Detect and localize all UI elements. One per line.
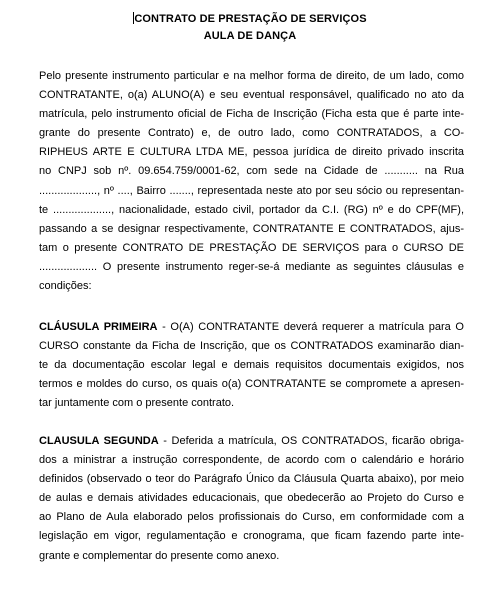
preamble-line: te ..................., nacionalidade, estado civil, portador da C.I. (RG) nº e do CPF(MF), xyxy=(39,203,464,216)
clause-segunda-line: ao Plano de Aula elaborado pelos profissionais do Curso, em conformidade com a xyxy=(39,511,464,524)
preamble-line: ................... O presente instrumento reger-se-á mediante as seguintes cláusulas e xyxy=(39,260,464,273)
title-line-2: AULA DE DANÇA xyxy=(203,30,297,42)
title-line-1: CONTRATO DE PRESTAÇÃO DE SERVIÇOS xyxy=(134,13,367,25)
clause-segunda-line: dos a ministrar a instrução correspondente, de acordo com o calendário e horário xyxy=(39,454,464,467)
clause-segunda-line: definidos (observado o teor do Parágrafo Único da Cláusula Quarta abaixo), por meio xyxy=(39,473,464,486)
clause-primeira-first-line xyxy=(39,318,464,337)
clause-primeira-line: termos e moldes do curso, os quais o(a) CONTRATANTE se compromete a apresen- xyxy=(39,378,464,391)
preamble-line: matrícula, pelo instrumento oficial de Ficha de Inscrição (Ficha esta que é parte inte- xyxy=(39,108,464,121)
clause-segunda-line: de aulas e demais atividades educacionais, que obedecerão ao Projeto do Curso e xyxy=(39,492,464,505)
preamble-line: no CNPJ sob nº. 09.654.759/0001-62, com sede na Cidade de ........... na Rua xyxy=(39,165,464,178)
clause-primeira-line: tar juntamente com o presente contrato. xyxy=(39,397,235,410)
preamble-line: ..................., nº ...., Bairro ......., representada neste ato por seu sócio ou representan- xyxy=(39,184,464,197)
clause-segunda-paragraph xyxy=(39,432,464,566)
clause-primeira-line: CURSO constante da Ficha de Inscrição, que os CONTRATADOS examinarão dian- xyxy=(39,340,464,353)
document-title xyxy=(0,11,500,45)
clause-segunda-line: grante e complementar do presente como anexo. xyxy=(39,549,280,562)
clause-segunda-first-line xyxy=(39,432,464,451)
preamble-line: grante do presente Contrato) e, de outro lado, como CONTRATADOS, a CO- xyxy=(39,127,464,140)
preamble-line: tam o presente CONTRATO DE PRESTAÇÃO DE SERVIÇOS para o CURSO DE xyxy=(39,241,464,254)
preamble-line: Pelo presente instrumento particular e na melhor forma de direito, de um lado, como xyxy=(39,70,464,82)
clause-segunda-first-text: - Deferida a matrícula, OS CONTRATADOS, ficarão obriga- xyxy=(158,435,464,447)
clause-primeira-heading: CLÁUSULA PRIMEIRA xyxy=(39,321,158,333)
preamble-paragraph xyxy=(39,67,464,296)
clause-primeira-paragraph xyxy=(39,318,464,413)
preamble-line: passando a se designar respectivamente, CONTRATANTE E CONTRATADOS, ajus- xyxy=(39,222,464,235)
preamble-line: CONTRATANTE, o(a) ALUNO(A) e seu eventual responsável, qualificado no ato da xyxy=(39,89,464,102)
clause-segunda-heading: CLAUSULA SEGUNDA xyxy=(39,435,159,447)
preamble-line: RIPHEUS ARTE E CULTURA LTDA ME, pessoa jurídica de direito privado inscrita xyxy=(39,146,464,159)
preamble-line: condições: xyxy=(39,280,92,293)
clause-segunda-line: legislação em vigor, regulamentação e cronograma, que ficam fazendo parte inte- xyxy=(39,530,464,543)
clause-primeira-line: te da documentação escolar legal e demais requisitos documentais exigidos, nos xyxy=(39,359,464,372)
clause-primeira-first-text: - O(A) CONTRATANTE deverá requerer a matrícula para O xyxy=(157,321,464,333)
